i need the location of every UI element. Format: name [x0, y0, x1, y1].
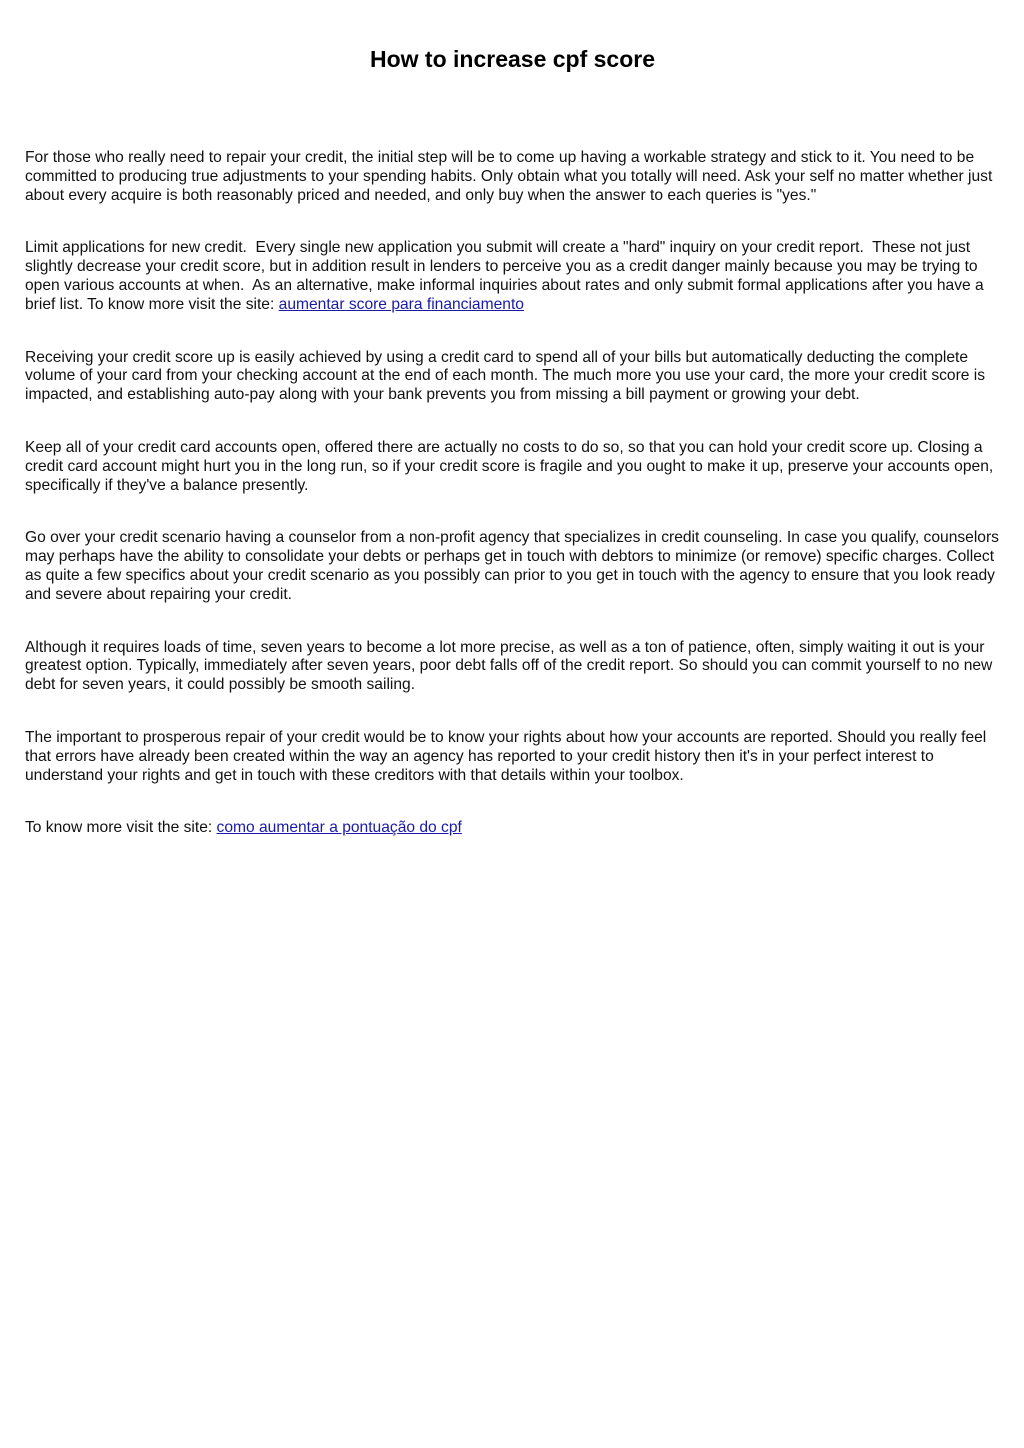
link-como-aumentar-pontuacao[interactable]: como aumentar a pontuação do cpf [216, 819, 462, 837]
paragraph-8 [25, 819, 1000, 838]
paragraph-8-text: To know more visit the site: [25, 819, 217, 837]
paragraph-7-text: The important to prosperous repair of your credit would be to know your rights about how your accounts are reported. Should you really feel that errors have already been created within the way an agency has reported to your credit history then it's in your perfect interest to understand your rights and get in touch with these creditors with that details within your toolbox. [25, 728, 987, 784]
paragraph-6 [25, 639, 1000, 695]
document-body [25, 149, 1000, 838]
paragraph-5 [25, 529, 1000, 604]
paragraph-1-text: For those who really need to repair your credit, the initial step will be to come up having a workable strategy and stick to it. You need to be committed to producing true adjustments to your spending habits. Only obtain what you totally will need. Ask your self no matter whether just about every acquire is both reasonably priced and needed, and only buy when the answer to each queries is "yes." [25, 149, 993, 204]
paragraph-2 [25, 239, 1000, 314]
paragraph-1 [25, 149, 1000, 205]
paragraph-2-text: Limit applications for new credit. Every single new application you submit will create a "hard" inquiry on your credit report. These not just slightly decrease your credit score, but in addition result in lenders to perceive you as a credit danger mainly because you may be trying to open various accounts at when. As an alternative, make informal inquiries about rates and only submit formal applications after you have a brief list. To know more visit the site: [25, 239, 989, 313]
paragraph-4-text: Keep all of your credit card accounts open, offered there are actually no costs to do so, so that you can hold your credit score up. Closing a credit card account might hurt you in the long run, so if your credit score is fragile and you ought to make it up, preserve your accounts open, specifically if they've a balance presently. [25, 438, 994, 494]
link-aumentar-score[interactable]: aumentar score para financiamento [278, 295, 524, 313]
paragraph-7 [25, 729, 1000, 785]
paragraph-3 [25, 349, 1000, 405]
paragraph-3-text: Receiving your credit score up is easily achieved by using a credit card to spend all of your bills but automatically deducting the complete volume of your card from your checking account at the end of each month. The much more you use your card, the more your credit score is impacted, and establishing auto-pay along with your bank prevents you from missing a bill payment or growing your debt. [25, 348, 986, 404]
paragraph-5-text: Go over your credit scenario having a counselor from a non-profit agency that specializes in credit counseling. In case you qualify, counselors may perhaps have the ability to consolidate your debts or perhaps get in touch with debtors to minimize (or remove) specific charges. Collect as quite a few specifics about your credit scenario as you possibly can prior to you get in touch with the agency to ensure that you look ready and severe about repairing your credit. [25, 529, 999, 603]
page-title: How to increase cpf score [369, 46, 656, 72]
paragraph-4 [25, 439, 1000, 495]
paragraph-6-text: Although it requires loads of time, seven years to become a lot more precise, as well as a ton of patience, often, simply waiting it out is your greatest option. Typically, immediately after seven years, poor debt falls off of the credit report. So should you can commit yourself to no new debt for seven years, it could possibly be smooth sailing. [25, 638, 993, 694]
